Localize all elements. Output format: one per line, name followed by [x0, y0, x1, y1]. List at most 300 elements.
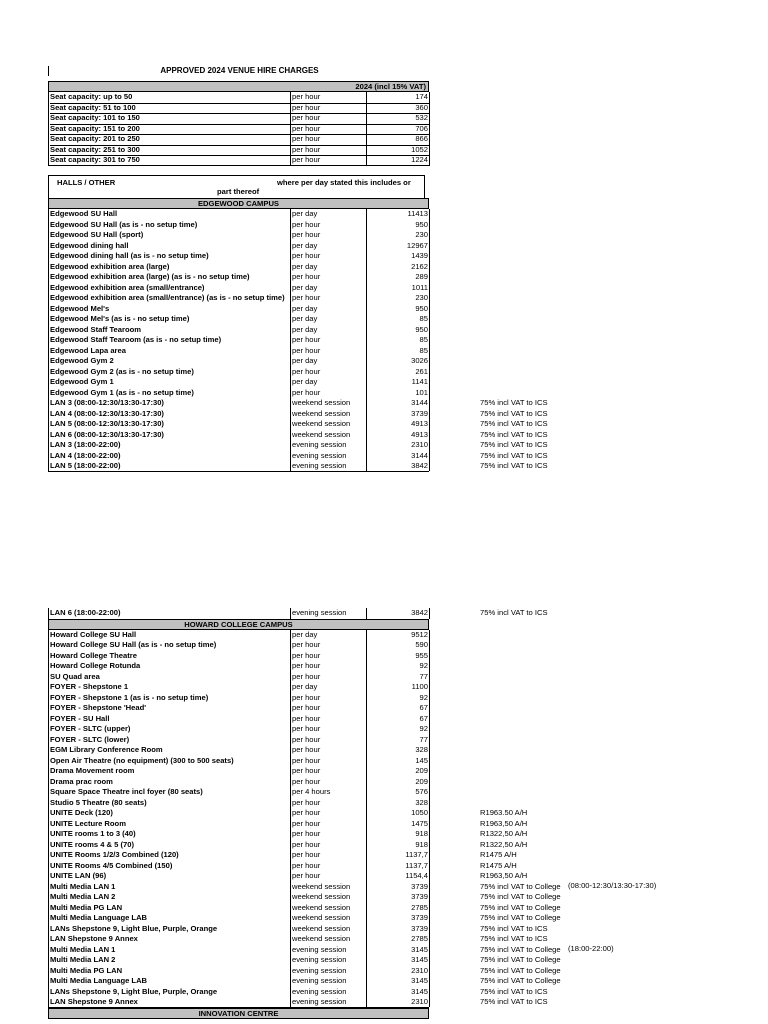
- table-row: [48, 997, 548, 1008]
- table-row: [48, 356, 429, 367]
- price: 1137,7: [366, 861, 430, 872]
- rate-unit: per hour: [291, 703, 367, 714]
- venue-name: LAN 4 (08:00-12:30/13:30-17:30): [50, 409, 291, 420]
- price-note: 75% incl VAT to College: [480, 892, 561, 901]
- price: 289: [366, 272, 430, 283]
- table-row: [48, 419, 548, 430]
- venue-name: Open Air Theatre (no equipment) (300 to 500 seats): [50, 756, 291, 767]
- rate-unit: per day: [291, 314, 367, 325]
- table-row: [48, 461, 548, 472]
- venue-name: LAN 5 (18:00-22:00): [50, 461, 291, 471]
- price: 209: [366, 766, 430, 777]
- venue-name: Edgewood Gym 2 (as is - no setup time): [50, 367, 291, 378]
- rate-unit: per hour: [291, 829, 367, 840]
- rate-unit: per hour: [291, 272, 367, 283]
- howard-rows: [48, 629, 561, 1008]
- rate-unit: per day: [291, 241, 367, 252]
- table-row: [48, 735, 429, 746]
- rate-unit: per hour: [291, 145, 367, 157]
- rate-unit: evening session: [291, 440, 367, 451]
- price: 230: [366, 293, 430, 304]
- venue-name: Drama Movement room: [50, 766, 291, 777]
- rate-unit: per hour: [291, 335, 367, 346]
- price: 92: [366, 724, 430, 735]
- table-row: [48, 714, 429, 725]
- venue-name: UNITE Deck (120): [50, 808, 291, 819]
- rate-unit: per hour: [291, 388, 367, 399]
- price: 3144: [366, 451, 430, 462]
- price: 67: [366, 714, 430, 725]
- venue-name: Multi Media LAN 2: [50, 892, 291, 903]
- halls-label: HALLS / OTHER: [57, 178, 116, 187]
- rate-unit: per hour: [291, 714, 367, 725]
- price: 576: [366, 787, 430, 798]
- edgewood-table: [48, 198, 548, 472]
- table-row: [48, 251, 429, 262]
- rate-unit: per hour: [291, 798, 367, 809]
- venue-name: Howard College Theatre: [50, 651, 291, 662]
- rate-unit: per hour: [291, 346, 367, 357]
- price: 67: [366, 703, 430, 714]
- rate-unit: weekend session: [291, 430, 367, 441]
- table-row: [48, 283, 429, 294]
- table-row: [48, 923, 548, 935]
- rate-unit: per day: [291, 377, 367, 388]
- rate-unit: per day: [291, 283, 367, 294]
- rate-unit: per hour: [291, 724, 367, 735]
- venue-name: LAN 6 (08:00-12:30/13:30-17:30): [50, 430, 291, 441]
- venue-name: Edgewood Gym 1: [50, 377, 291, 388]
- price: 3144: [366, 398, 430, 409]
- venue-name: Seat capacity: 151 to 200: [50, 124, 291, 136]
- venue-name: Seat capacity: 101 to 150: [50, 113, 291, 125]
- innovation-centre-title: INNOVATION CENTRE: [48, 1008, 429, 1019]
- table-row: [48, 902, 561, 914]
- price-note: 75% incl VAT to ICS: [480, 986, 548, 996]
- rate-unit: evening session: [291, 945, 367, 956]
- price: 230: [366, 230, 430, 241]
- price-note: R1322,50 A/H: [480, 839, 528, 849]
- price-note: 75% incl VAT to ICS: [480, 450, 548, 460]
- table-row: [48, 777, 429, 788]
- venue-name: LAN 5 (08:00-12:30/13:30-17:30): [50, 419, 291, 430]
- price: 101: [366, 388, 430, 399]
- table-row: [48, 798, 429, 809]
- price: 2310: [366, 997, 430, 1007]
- howard-table: [48, 608, 561, 1019]
- table-row: [48, 976, 561, 987]
- venue-name: Multi Media PG LAN: [50, 903, 291, 914]
- venue-name: Multi Media Language LAB: [50, 913, 291, 924]
- venue-name: Edgewood exhibition area (large) (as is - no setup time): [50, 272, 291, 283]
- venue-name: Edgewood SU Hall: [50, 209, 291, 220]
- rate-unit: per hour: [291, 871, 367, 882]
- venue-name: Multi Media LAN 1: [50, 945, 291, 956]
- rate-unit: per hour: [291, 92, 367, 104]
- table-row: [48, 839, 528, 851]
- price: 85: [366, 335, 430, 346]
- table-row: [48, 335, 429, 346]
- price-note: 75% incl VAT to ICS: [480, 398, 548, 407]
- rate-unit: per day: [291, 630, 367, 641]
- price: 209: [366, 777, 430, 788]
- table-row: [48, 871, 528, 882]
- venue-name: Edgewood Gym 1 (as is - no setup time): [50, 388, 291, 399]
- table-row: [48, 314, 429, 325]
- table-row: [48, 262, 429, 273]
- table-row: [48, 272, 429, 283]
- price: 3739: [366, 409, 430, 420]
- price: 11413: [366, 209, 430, 220]
- venue-name: Edgewood exhibition area (large): [50, 262, 291, 273]
- price-note: 75% incl VAT to ICS: [480, 408, 548, 418]
- rate-unit: weekend session: [291, 892, 367, 903]
- price: 918: [366, 829, 430, 840]
- halls-note-cont: part thereof: [217, 187, 260, 196]
- price: 328: [366, 745, 430, 756]
- price: 532: [366, 113, 430, 125]
- table-row: [48, 640, 429, 651]
- price: 3145: [366, 945, 430, 956]
- price: 3842: [366, 608, 430, 619]
- table-row: [48, 724, 429, 735]
- price-note: 75% incl VAT to ICS: [480, 934, 548, 943]
- price: 1224: [366, 155, 430, 166]
- table-row: [48, 934, 548, 945]
- table-row: [48, 220, 429, 231]
- capacity-rows: [48, 92, 429, 166]
- price-note: 75% incl VAT to ICS: [480, 923, 548, 933]
- rate-unit: per hour: [291, 103, 367, 115]
- rate-unit: weekend session: [291, 913, 367, 924]
- venue-name: LAN 3 (08:00-12:30/13:30-17:30): [50, 398, 291, 409]
- price: 1052: [366, 145, 430, 157]
- price: 3026: [366, 356, 430, 367]
- page-title: APPROVED 2024 VENUE HIRE CHARGES: [48, 66, 430, 76]
- venue-name: LANs Shepstone 9, Light Blue, Purple, Orange: [50, 924, 291, 935]
- price: 3145: [366, 987, 430, 998]
- venue-name: LANs Shepstone 9, Light Blue, Purple, Orange: [50, 987, 291, 998]
- price: 360: [366, 103, 430, 115]
- table-row: [48, 944, 561, 956]
- price-note: 75% incl VAT to College: [480, 902, 561, 912]
- price: 1011: [366, 283, 430, 294]
- table-row: [48, 986, 548, 998]
- venue-name: Multi Media LAN 1: [50, 882, 291, 893]
- rate-unit: weekend session: [291, 934, 367, 945]
- table-row: [48, 850, 517, 861]
- rate-unit: per hour: [291, 756, 367, 767]
- rate-unit: per hour: [291, 808, 367, 819]
- rate-unit: per day: [291, 325, 367, 336]
- rate-unit: per hour: [291, 819, 367, 830]
- table-row: [48, 440, 548, 451]
- rate-unit: evening session: [291, 461, 367, 471]
- rate-unit: per hour: [291, 124, 367, 136]
- price-note: 75% incl VAT to ICS: [480, 429, 548, 439]
- price: 590: [366, 640, 430, 651]
- price: 2310: [366, 966, 430, 977]
- table-row: [48, 134, 429, 145]
- rate-unit: weekend session: [291, 903, 367, 914]
- price-column-header: 2024 (incl 15% VAT): [48, 81, 429, 92]
- venue-name: Howard College Rotunda: [50, 661, 291, 672]
- table-row: [48, 787, 429, 798]
- venue-name: LAN Shepstone 9 Annex: [50, 934, 291, 945]
- price-note: 75% incl VAT to College: [480, 965, 561, 975]
- price-note: 75% incl VAT to College: [480, 976, 561, 985]
- venue-name: FOYER - SLTC (lower): [50, 735, 291, 746]
- rate-unit: weekend session: [291, 419, 367, 430]
- edgewood-campus-title: EDGEWOOD CAMPUS: [48, 198, 429, 209]
- rate-unit: per day: [291, 262, 367, 273]
- price: 3739: [366, 892, 430, 903]
- edgewood-rows: [48, 209, 548, 472]
- price-note: R1475 A/H: [480, 860, 517, 870]
- price: 92: [366, 661, 430, 672]
- price: 9512: [366, 630, 430, 641]
- venue-name: UNITE rooms 4 & 5 (70): [50, 840, 291, 851]
- table-row: [48, 398, 548, 409]
- rate-unit: weekend session: [291, 409, 367, 420]
- rate-unit: weekend session: [291, 398, 367, 409]
- rate-unit: per day: [291, 209, 367, 220]
- rate-unit: evening session: [291, 976, 367, 987]
- price: 1475: [366, 819, 430, 830]
- table-row: [48, 829, 528, 840]
- price: 3842: [366, 461, 430, 471]
- price: 1050: [366, 808, 430, 819]
- price: 174: [366, 92, 430, 104]
- rate-unit: evening session: [291, 966, 367, 977]
- table-row: [48, 377, 429, 388]
- table-row: [48, 756, 429, 767]
- table-row: [48, 965, 561, 977]
- venue-name: UNITE Rooms 4/5 Combined (150): [50, 861, 291, 872]
- price-note: 75% incl VAT to College: [480, 881, 561, 891]
- halls-note: where per day stated this includes or: [277, 178, 411, 187]
- venue-name: Multi Media Language LAB: [50, 976, 291, 987]
- rate-unit: per 4 hours: [291, 787, 367, 798]
- price-note: 75% incl VAT to ICS: [480, 440, 548, 449]
- venue-name: Seat capacity: up to 50: [50, 92, 291, 104]
- table-row: [48, 661, 429, 672]
- venue-name: Seat capacity: 51 to 100: [50, 103, 291, 115]
- rate-unit: per hour: [291, 693, 367, 704]
- venue-name: Drama prac room: [50, 777, 291, 788]
- venue-name: Howard College SU Hall: [50, 630, 291, 641]
- price: 3739: [366, 882, 430, 893]
- table-row: [48, 103, 429, 114]
- venue-name: UNITE rooms 1 to 3 (40): [50, 829, 291, 840]
- table-row: [48, 230, 429, 241]
- venue-name: Edgewood exhibition area (small/entrance) (as is - no setup time): [50, 293, 291, 304]
- price: 77: [366, 672, 430, 683]
- venue-name: Edgewood SU Hall (sport): [50, 230, 291, 241]
- venue-name: Edgewood Staff Tearoom (as is - no setup time): [50, 335, 291, 346]
- price: 3145: [366, 955, 430, 966]
- rate-unit: evening session: [291, 451, 367, 462]
- howard-campus-title: HOWARD COLLEGE CAMPUS: [48, 619, 429, 630]
- price: 1137,7: [366, 850, 430, 861]
- rate-unit: evening session: [291, 608, 367, 619]
- rate-unit: per hour: [291, 251, 367, 262]
- table-row: [48, 293, 429, 304]
- venue-name: FOYER - Shepstone 'Head': [50, 703, 291, 714]
- venue-name: Multi Media PG LAN: [50, 966, 291, 977]
- table-row: [48, 388, 429, 399]
- price: 3145: [366, 976, 430, 987]
- venue-name: Square Space Theatre incl foyer (80 seats): [50, 787, 291, 798]
- venue-name: Edgewood Lapa area: [50, 346, 291, 357]
- table-row: [48, 367, 429, 378]
- price-note: 75% incl VAT to College: [480, 955, 561, 964]
- price-note: 75% incl VAT to College: [480, 944, 561, 954]
- venue-name: Seat capacity: 301 to 750: [50, 155, 291, 166]
- venue-name: Edgewood Staff Tearoom: [50, 325, 291, 336]
- venue-name: LAN Shepstone 9 Annex: [50, 997, 291, 1007]
- rate-unit: per hour: [291, 230, 367, 241]
- rate-unit: per hour: [291, 367, 367, 378]
- venue-name: UNITE LAN (96): [50, 871, 291, 882]
- price: 261: [366, 367, 430, 378]
- rate-unit: per day: [291, 682, 367, 693]
- price: 918: [366, 840, 430, 851]
- price: 85: [366, 314, 430, 325]
- venue-name: Studio 5 Theatre (80 seats): [50, 798, 291, 809]
- table-row: [48, 408, 548, 420]
- venue-name: Edgewood Gym 2: [50, 356, 291, 367]
- price-note: R1963,50 A/H: [480, 818, 528, 828]
- venue-name: EGM Library Conference Room: [50, 745, 291, 756]
- table-row: [48, 682, 429, 693]
- price-note: 75% incl VAT to College: [480, 913, 561, 922]
- price: 3739: [366, 913, 430, 924]
- rate-unit: per hour: [291, 640, 367, 651]
- price-note: R1322,50 A/H: [480, 829, 528, 838]
- rate-unit: per hour: [291, 661, 367, 672]
- table-row: [48, 92, 429, 103]
- venue-name: UNITE Lecture Room: [50, 819, 291, 830]
- rate-unit: per hour: [291, 777, 367, 788]
- table-row: [48, 672, 429, 683]
- table-row: [48, 881, 561, 893]
- evening-times-note: (18:00-22:00): [568, 944, 614, 953]
- venue-name: FOYER - SU Hall: [50, 714, 291, 725]
- venue-name: Seat capacity: 251 to 300: [50, 145, 291, 157]
- venue-name: FOYER - Shepstone 1 (as is - no setup time): [50, 693, 291, 704]
- rate-unit: per hour: [291, 735, 367, 746]
- venue-name: Seat capacity: 201 to 250: [50, 134, 291, 146]
- venue-name: Edgewood SU Hall (as is - no setup time): [50, 220, 291, 231]
- table-row: [48, 155, 429, 166]
- table-row: [48, 630, 429, 641]
- rate-unit: per hour: [291, 672, 367, 683]
- price: 955: [366, 651, 430, 662]
- venue-name: LAN 6 (18:00-22:00): [50, 608, 291, 619]
- price: 1439: [366, 251, 430, 262]
- table-row: [48, 450, 548, 462]
- price: 85: [366, 346, 430, 357]
- price: 3739: [366, 924, 430, 935]
- rate-unit: per hour: [291, 766, 367, 777]
- weekend-times-note: (08:00-12:30/13:30-17:30): [568, 881, 657, 890]
- table-row: [48, 892, 561, 903]
- price: 92: [366, 693, 430, 704]
- table-row: [48, 955, 561, 966]
- lan6-row-container: [48, 608, 548, 619]
- table-row: [48, 913, 561, 924]
- price-note: 75% incl VAT to ICS: [480, 608, 548, 617]
- price-note: 75% incl VAT to ICS: [480, 419, 548, 428]
- table-row: [48, 608, 548, 619]
- price: 77: [366, 735, 430, 746]
- table-row: [48, 818, 528, 830]
- capacity-table: [48, 81, 429, 166]
- table-row: [48, 145, 429, 156]
- rate-unit: per hour: [291, 293, 367, 304]
- rate-unit: weekend session: [291, 882, 367, 893]
- rate-unit: per hour: [291, 155, 367, 166]
- price: 1141: [366, 377, 430, 388]
- rate-unit: per hour: [291, 850, 367, 861]
- rate-unit: evening session: [291, 987, 367, 998]
- rate-unit: per hour: [291, 113, 367, 125]
- price: 1154,4: [366, 871, 430, 882]
- table-row: [48, 346, 429, 357]
- price-note: 75% incl VAT to ICS: [480, 461, 548, 470]
- price: 2785: [366, 903, 430, 914]
- table-row: [48, 113, 429, 124]
- venue-name: Edgewood Mel's (as is - no setup time): [50, 314, 291, 325]
- price: 2310: [366, 440, 430, 451]
- table-row: [48, 304, 429, 315]
- price-note: R1475 A/H: [480, 850, 517, 859]
- venue-name: FOYER - Shepstone 1: [50, 682, 291, 693]
- price: 950: [366, 220, 430, 231]
- table-row: [48, 745, 429, 756]
- price: 145: [366, 756, 430, 767]
- price: 12967: [366, 241, 430, 252]
- table-row: [48, 693, 429, 704]
- price-note: R1963.50 A/H: [480, 808, 528, 817]
- price: 1100: [366, 682, 430, 693]
- rate-unit: per hour: [291, 840, 367, 851]
- table-row: [48, 429, 548, 441]
- venue-name: UNITE Rooms 1/2/3 Combined (120): [50, 850, 291, 861]
- venue-name: Edgewood dining hall (as is - no setup time): [50, 251, 291, 262]
- rate-unit: evening session: [291, 997, 367, 1007]
- table-row: [48, 241, 429, 252]
- rate-unit: per hour: [291, 220, 367, 231]
- price: 4913: [366, 419, 430, 430]
- venue-name: Edgewood Mel's: [50, 304, 291, 315]
- table-row: [48, 651, 429, 662]
- venue-name: Howard College SU Hall (as is - no setup time): [50, 640, 291, 651]
- table-row: [48, 124, 429, 135]
- rate-unit: per day: [291, 356, 367, 367]
- table-row: [48, 703, 429, 714]
- price: 950: [366, 325, 430, 336]
- rate-unit: evening session: [291, 955, 367, 966]
- table-row: [48, 325, 429, 336]
- venue-name: LAN 4 (18:00-22:00): [50, 451, 291, 462]
- table-row: [48, 860, 517, 872]
- rate-unit: weekend session: [291, 924, 367, 935]
- rate-unit: per hour: [291, 861, 367, 872]
- price: 328: [366, 798, 430, 809]
- price: 4913: [366, 430, 430, 441]
